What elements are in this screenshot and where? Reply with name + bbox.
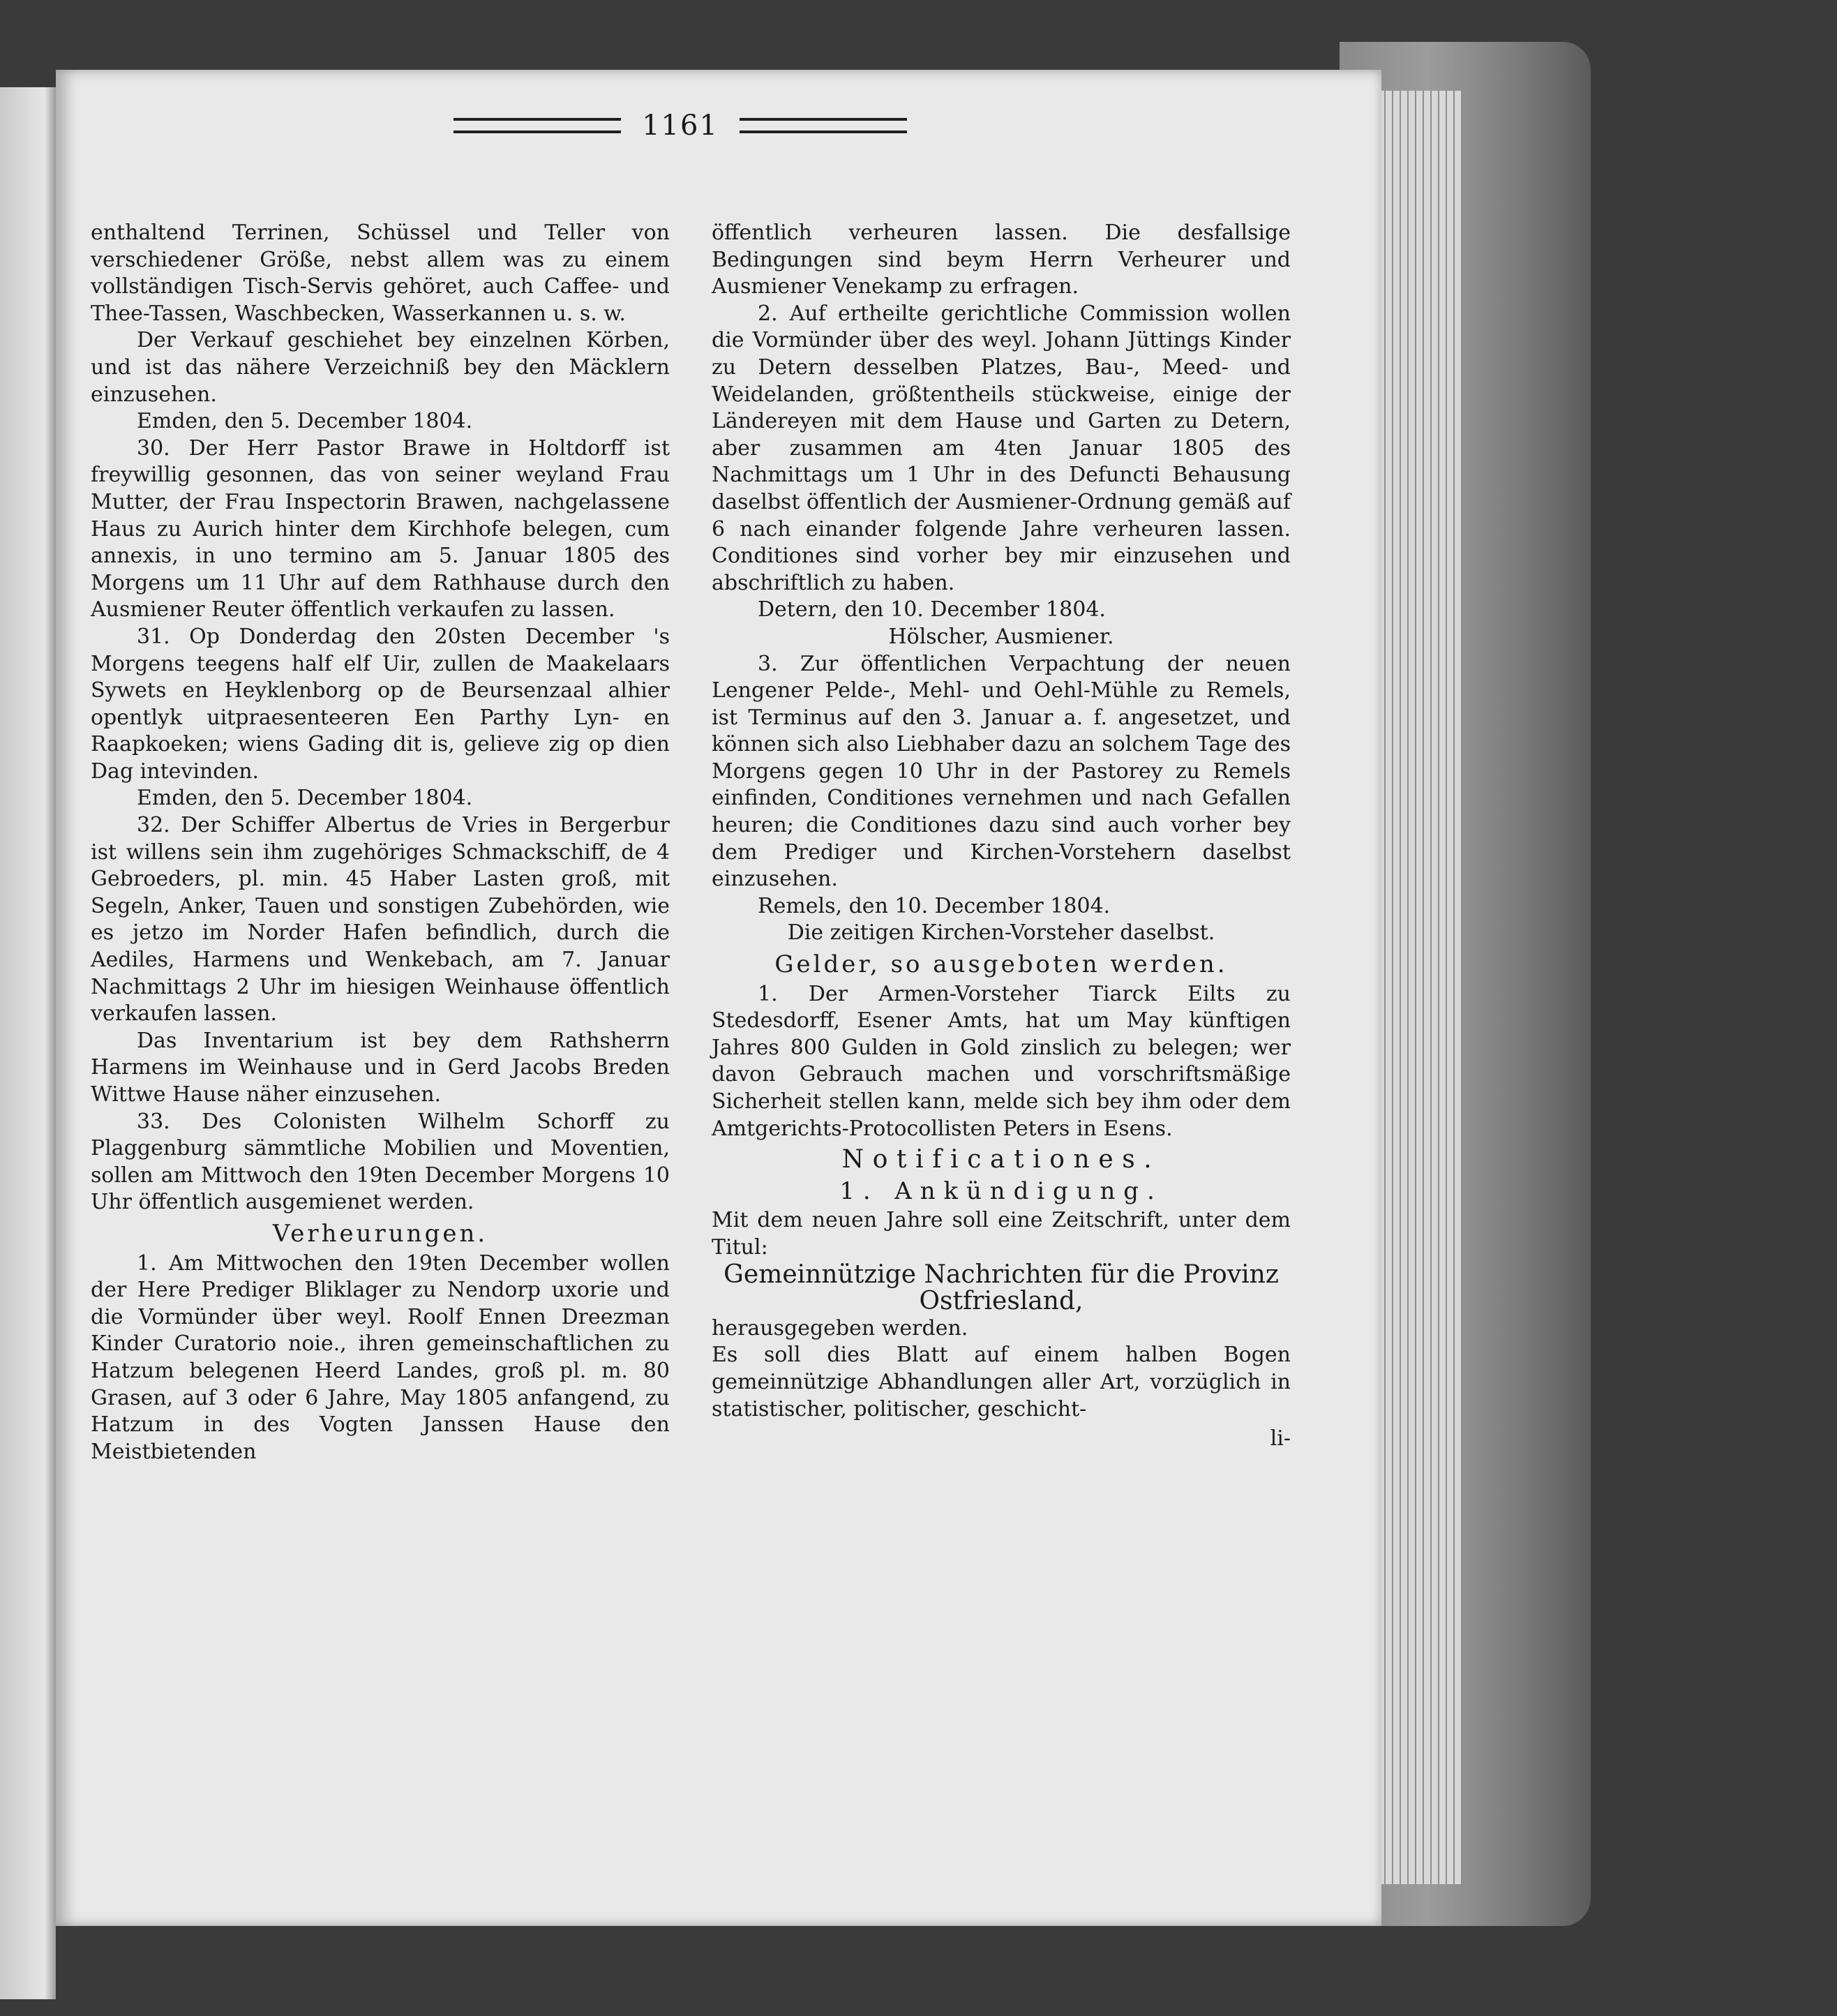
section-heading-notificationes: Notificationes. — [841, 1145, 1161, 1174]
page-number: 1161 — [642, 110, 719, 142]
notice-31: 31. Op Donderdag den 20sten December 's Morgens teegens half elf Uir, zullen de Maakelaars Sywets en Heyklenborg op de Beursenzaal alhier opentlyk uitpraesenteeren Een Parthy Lyn- en Raapkoeken; wiens Gading dit is, gelieve zig op dien Dag intevinden. — [91, 624, 670, 784]
catchword: li- — [1270, 1426, 1291, 1451]
left-column — [91, 220, 670, 1465]
announcement-opening: Mit dem neuen Jahre soll eine Zeitschrift, unter dem Titul: — [712, 1208, 1291, 1260]
paragraph: Der Verkauf geschiehet bey einzelnen Körben, und ist das nähere Verzeichniß bey den Mäcklern einzusehen. — [91, 328, 670, 407]
notice-gelder-1: 1. Der Armen-Vorsteher Tiarck Eilts zu Stedesdorff, Esener Amts, hat um May künftigen Jahres 800 Gulden in Gold zinslich zu belegen; wer davon Gebrauch machen und vorschriftsmäßige Sicherheit stellen kann, melde sich bey ihm oder dem Amtgerichts-Protocollisten Peters in Esens. — [712, 981, 1291, 1141]
notice-33: 33. Des Colonisten Wilhelm Schorff zu Plaggenburg sämmtliche Mobilien und Moventien, sollen am Mittwoch den 19ten December Morgens 10 Uhr öffentlich ausgemienet werden. — [91, 1109, 670, 1215]
subheading-ankuendigung: 1. Ankündigung. — [839, 1177, 1163, 1205]
paragraph-continuation: öffentlich verheuren lassen. Die desfallsige Bedingungen sind beym Herrn Verheurer und Ausmiener Venekamp zu erfragen. — [712, 221, 1291, 299]
dateline: Remels, den 10. December 1804. — [758, 893, 1111, 918]
page-header — [419, 105, 942, 147]
paragraph: Es soll dies Blatt auf einem halben Bogen gemeinnützige Abhandlungen aller Art, vorzüglich in statistischer, politischer, geschicht- — [712, 1343, 1291, 1421]
right-column — [712, 220, 1291, 1453]
notice-verheurung-3: 3. Zur öffentlichen Verpachtung der neuen Lengener Pelde-, Mehl- und Oehl-Mühle zu Remels, ist Terminus auf den 3. Januar a. f. angesetzet, und können sich also Liebhaber dazu an solchem Tage des Morgens gegen 10 Uhr in der Pastorey zu Remels einfinden, Conditiones vernehmen und nach Gefallen heuren; die Conditiones dazu sind auch vorher bey dem Prediger und Kirchen-Vorstehern daselbst einzusehen. — [712, 651, 1291, 892]
notice-32: 32. Der Schiffer Albertus de Vries in Bergerbur ist willens sein ihm zugehöriges Schmackschiff, de 4 Gebroeders, pl. min. 45 Haber Lasten groß, mit Segeln, Anker, Tauen und sonstigen Zubehörden, wie es jetzo im Norder Hafen befindlich, durch die Aediles, Harmens und Wenkebach, am 7. Januar Nachmittags 2 Uhr im hiesigen Weinhause öffentlich verkaufen lassen. — [91, 813, 670, 1026]
paragraph-continuation: enthaltend Terrinen, Schüssel und Teller von verschiedener Größe, nebst allem was zu einem vollständigen Tisch-Servis gehöret, auch Caffee- und Thee-Tassen, Waschbecken, Wasserkannen u. s. w. — [91, 221, 670, 326]
header-rule-right — [740, 118, 907, 133]
section-heading-gelder: Gelder, so ausgeboten werden. — [774, 950, 1228, 979]
signature: Die zeitigen Kirchen-Vorsteher daselbst. — [787, 920, 1215, 946]
notice-30: 30. Der Herr Pastor Brawe in Holtdorff ist freywillig gesonnen, das von seiner weyland Frau Mutter, der Frau Inspectorin Brawen, nachgelassene Haus zu Aurich hinter dem Kirchhofe belegen, cum annexis, in uno termino am 5. Januar 1805 des Morgens um 11 Uhr auf dem Rathhause durch den Ausmiener Reuter öffentlich verkaufen zu lassen. — [91, 435, 670, 622]
paragraph: Das Inventarium ist bey dem Rathsherrn Harmens im Weinhause und in Gerd Jacobs Breden Wittwe Hause näher einzusehen. — [91, 1028, 670, 1107]
paragraph: herausgegeben werden. — [712, 1315, 968, 1341]
signature: Hölscher, Ausmiener. — [888, 624, 1114, 649]
section-heading-verheurungen: Verheurungen. — [272, 1219, 488, 1248]
page-stack-edges — [1378, 91, 1462, 1884]
notice-verheurung-2: 2. Auf ertheilte gerichtliche Commission wollen die Vormünder über des weyl. Johann Jüttings Kinder zu Detern desselben Platzes, Bau-, Meed- und Weidelanden, größtentheils stückweise, einige der Ländereyen mit dem Hause und Garten zu Detern, aber zusammen am 4ten Januar 1805 des Nachmittags um 1 Uhr in des Defuncti Behausung daselbst öffentlich der Ausmiener-Ordnung gemäß auf 6 nach einander folgende Jahre verheuren lassen. Conditiones sind vorher bey mir einzusehen und abschriftlich zu haben. — [712, 301, 1291, 595]
dateline: Emden, den 5. December 1804. — [137, 786, 473, 811]
dateline: Detern, den 10. December 1804. — [758, 597, 1106, 622]
notice-verheurung-1: 1. Am Mittwochen den 19ten December wollen der Here Prediger Bliklager zu Nendorp uxorie und die Vormünder über weyl. Roolf Ennen Dreezman Kinder Curatorio noie., ihren gemeinschaftlichen zu Hatzum belegenen Heerd Landes, groß pl. m. 80 Grasen, auf 3 oder 6 Jahre, May 1805 anfangend, zu Hatzum in des Vogten Janssen Hause den Meistbietenden — [91, 1250, 670, 1464]
header-rule-left — [453, 118, 621, 133]
facing-page-edge — [0, 87, 56, 1999]
dateline: Emden, den 5. December 1804. — [137, 409, 473, 434]
journal-title: Gemeinnützige Nachrichten für die Provinz Ostfriesland, — [723, 1260, 1279, 1316]
